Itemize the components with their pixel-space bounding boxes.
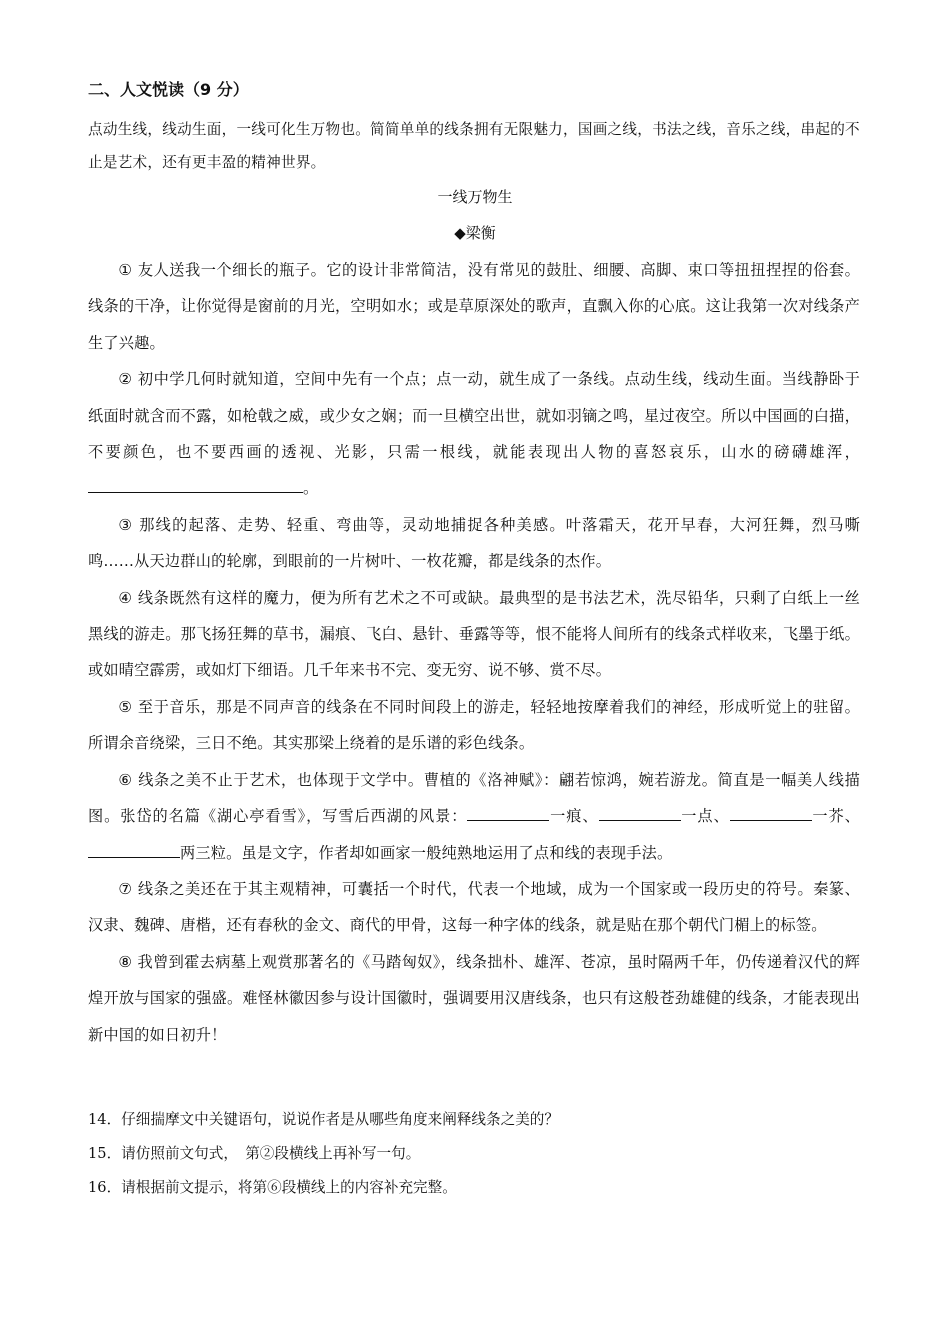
paragraph-2-end: 。 bbox=[303, 479, 319, 498]
question-list bbox=[88, 1103, 868, 1205]
paragraph-2-text: ② 初中学几何时就知道，空间中先有一个点；点一动，就生成了一条线。点动生线，线动生面。当线静卧于纸面时就含而不露，如枪戟之威，或少女之娴；而一旦横空出世，就如羽镝之鸣，星过夜空。所以中国画的白描，不要颜色，也不要西画的透视、光影，只需一根线，就能表现出人物的喜怒哀乐，山水的磅礴雄浑， bbox=[88, 370, 860, 462]
paragraph-8: ⑧ 我曾到霍去病墓上观赏那著名的《马踏匈奴》，线条拙朴、雄浑、苍凉，虽时隔两千年，仍传递着汉代的辉煌开放与国家的强盛。难怪林徽因参与设计国徽时，强调要用汉唐线条，也只有这般苍劲雄健的线条，才能表现出新中国的如日初升！ bbox=[88, 952, 860, 1044]
paragraph-6 bbox=[88, 762, 860, 871]
article-title: 一线万物生 bbox=[437, 188, 513, 206]
fill-blank-p6-1 bbox=[467, 802, 549, 821]
article-author: ◆梁衡 bbox=[454, 224, 496, 242]
paragraph-5: ⑤ 至于音乐，那是不同声音的线条在不同时间段上的游走，轻轻地按摩着我们的神经，形成听觉上的驻留。所谓余音绕梁，三日不绝。其实那梁上绕着的是乐谱的彩色线条。 bbox=[88, 697, 860, 753]
paragraph-1: ① 友人送我一个细长的瓶子。它的设计非常简洁，没有常见的鼓肚、细腰、高脚、束口等扭扭捏捏的俗套。线条的干净，让你觉得是窗前的月光，空明如水；或是草原深处的歌声，直飘入你的心底。这让我第一次对线条产生了兴趣。 bbox=[88, 261, 860, 352]
article-body bbox=[88, 252, 860, 1053]
paragraph-6-text-d: 一芥、 bbox=[811, 807, 860, 826]
paragraph-3: ③ 那线的起落、走势、轻重、弯曲等，灵动地捕捉各种美感。叶落霜天，花开早春，大河狂舞，烈马嘶鸣……从天边群山的轮廓，到眼前的一片树叶、一枚花瓣，都是线条的杰作。 bbox=[88, 515, 860, 571]
paragraph-4: ④ 线条既然有这样的魔力，便为所有艺术之不可或缺。最典型的是书法艺术，洗尽铅华，只剩了白纸上一丝黑线的游走。那飞扬狂舞的草书，漏痕、飞白、悬针、垂露等等，恨不能将人间所有的线条式样收来，飞墨于纸。或如晴空霹雳，或如灯下细语。几千年来书不完、变无穷、说不够、赏不尽。 bbox=[88, 588, 860, 680]
section-title: 二、人文悦读（9 分） bbox=[88, 80, 249, 99]
question-16: 16．请根据前文提示，将第⑥段横线上的内容补充完整。 bbox=[88, 1179, 457, 1196]
paragraph-2 bbox=[88, 361, 860, 507]
paragraph-6-text-a: ⑥ 线条之美不止于艺术，也体现于文学中。曹植的《洛神赋》：翩若惊鸿，婉若游龙。简直是一幅美人线描图。张岱的名篇《湖心亭看雪》，写雪后西湖的风景： bbox=[88, 770, 860, 826]
fill-blank-p6-3 bbox=[730, 802, 812, 821]
question-15: 15．请仿照前文句式， 第②段横线上再补写一句。 bbox=[88, 1145, 421, 1162]
paragraph-7: ⑦ 线条之美还在于其主观精神，可囊括一个时代，代表一个地域，成为一个国家或一段历史的符号。秦篆、汉隶、魏碑、唐楷，还有春秋的金文、商代的甲骨，这每一种字体的线条，就是贴在那个朝代门楣上的标签。 bbox=[88, 879, 860, 935]
fill-blank-p6-4 bbox=[88, 839, 180, 858]
question-14: 14．仔细揣摩文中关键语句，说说作者是从哪些角度来阐释线条之美的？ bbox=[88, 1111, 559, 1128]
intro-paragraph bbox=[88, 113, 863, 179]
fill-blank-p2 bbox=[88, 474, 303, 493]
paragraph-6-text-e: 两三粒。虽是文字，作者却如画家一般纯熟地运用了点和线的表现手法。 bbox=[180, 843, 673, 862]
intro-text: 点动生线，线动生面，一线可化生万物也。简简单单的线条拥有无限魅力，国画之线，书法之线，音乐之线，串起的不止是艺术，还有更丰盈的精神世界。 bbox=[88, 121, 860, 171]
paragraph-6-text-b: 一痕、 bbox=[549, 807, 599, 826]
paragraph-6-text-c: 一点、 bbox=[680, 807, 730, 826]
fill-blank-p6-2 bbox=[599, 802, 681, 821]
